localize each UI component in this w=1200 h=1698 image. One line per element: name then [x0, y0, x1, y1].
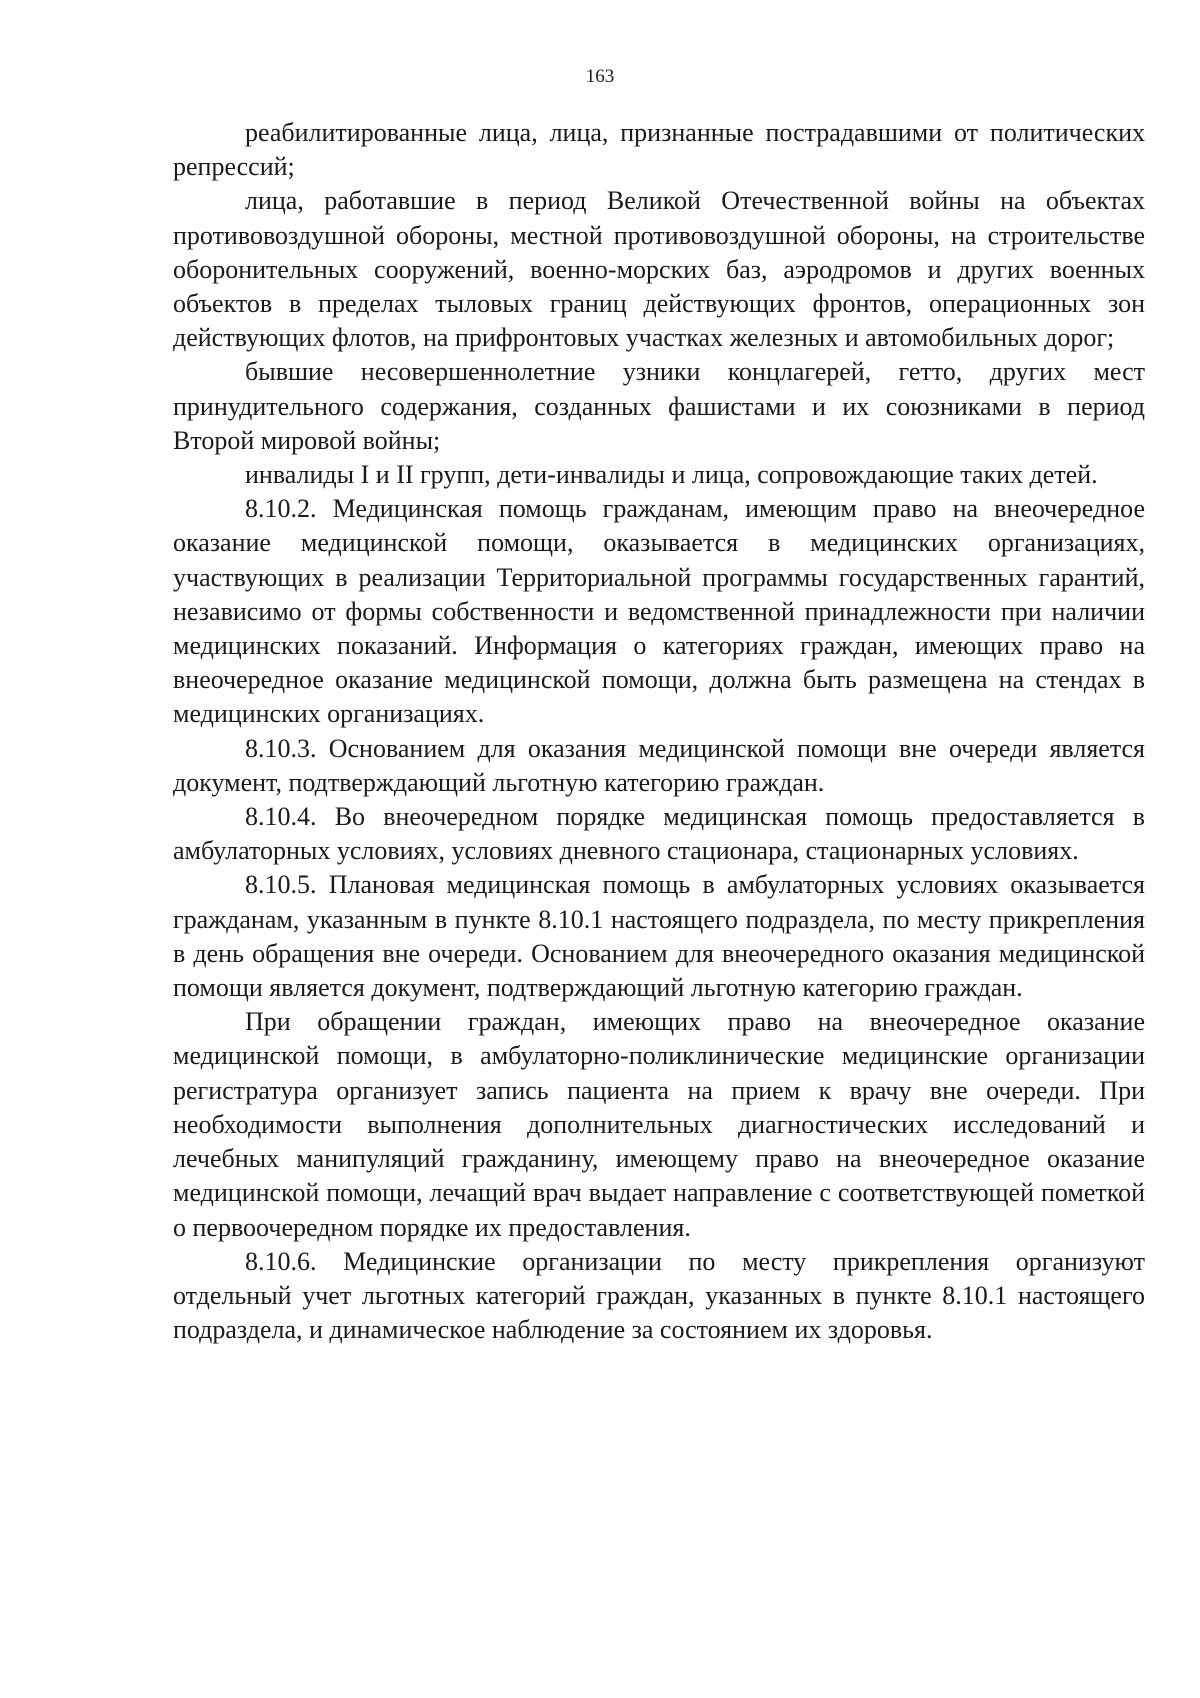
paragraph-disabled-persons: инвалиды I и II групп, дети-инвалиды и лица, сопровождающие таких детей.	[245, 460, 1098, 490]
paragraph-8-10-4: 8.10.4. Во внеочередном порядке медицинская помощь предоставляется в амбулаторных условиях, условиях дневного стационара, стационарных условиях.	[173, 802, 1145, 866]
document-body	[173, 116, 1145, 1347]
paragraph-rehabilitated-persons: реабилитированные лица, лица, признанные пострадавшими от политических репрессий;	[173, 118, 1145, 182]
page-number: 163	[585, 66, 615, 87]
paragraph-wartime-workers: лица, работавшие в период Великой Отечественной войны на объектах противовоздушной обороны, местной противовоздушной обороны, на строительстве оборонительных сооружений, военно-морских баз, аэродромов и других военных объектов в пределах тыловых границ действующих фронтов, операционных зон действующих флотов, на прифронтовых участках железных и автомобильных дорог;	[173, 186, 1145, 353]
paragraph-8-10-6: 8.10.6. Медицинские организации по месту прикрепления организуют отдельный учет льготных категорий граждан, указанных в пункте 8.10.1 настоящего подраздела, и динамическое наблюдение за состоянием их здоровья.	[173, 1246, 1145, 1345]
paragraph-8-10-2: 8.10.2. Медицинская помощь гражданам, имеющим право на внеочередное оказание медицинской помощи, оказывается в медицинских организациях, участвующих в реализации Территориальной программы государственных гарантий, независимо от формы собственности и ведомственной принадлежности при наличии медицинских показаний. Информация о категориях граждан, имеющих право на внеочередное оказание медицинской помощи, должна быть размещена на стендах в медицинских организациях.	[173, 494, 1145, 729]
paragraph-8-10-3: 8.10.3. Основанием для оказания медицинской помощи вне очереди является документ, подтверждающий льготную категорию граждан.	[173, 733, 1145, 797]
paragraph-former-prisoners: бывшие несовершеннолетние узники концлагерей, гетто, других мест принудительного содержания, созданных фашистами и их союзниками в период Второй мировой войны;	[173, 357, 1145, 455]
paragraph-8-10-5: 8.10.5. Плановая медицинская помощь в амбулаторных условиях оказывается гражданам, указанным в пункте 8.10.1 настоящего подраздела, по месту прикрепления в день обращения вне очереди. Основанием для внеочередного оказания медицинской помощи является документ, подтверждающий льготную категорию граждан.	[173, 870, 1145, 1003]
paragraph-outpatient-appeal: При обращении граждан, имеющих право на внеочередное оказание медицинской помощи, в амбулаторно-поликлинические медицинские организации регистратура организует запись пациента на прием к врачу вне очереди. При необходимости выполнения дополнительных диагностических исследований и лечебных манипуляций гражданину, имеющему право на внеочередное оказание медицинской помощи, лечащий врач выдает направление с соответствующей пометкой о первоочередном порядке их предоставления.	[173, 1007, 1145, 1242]
